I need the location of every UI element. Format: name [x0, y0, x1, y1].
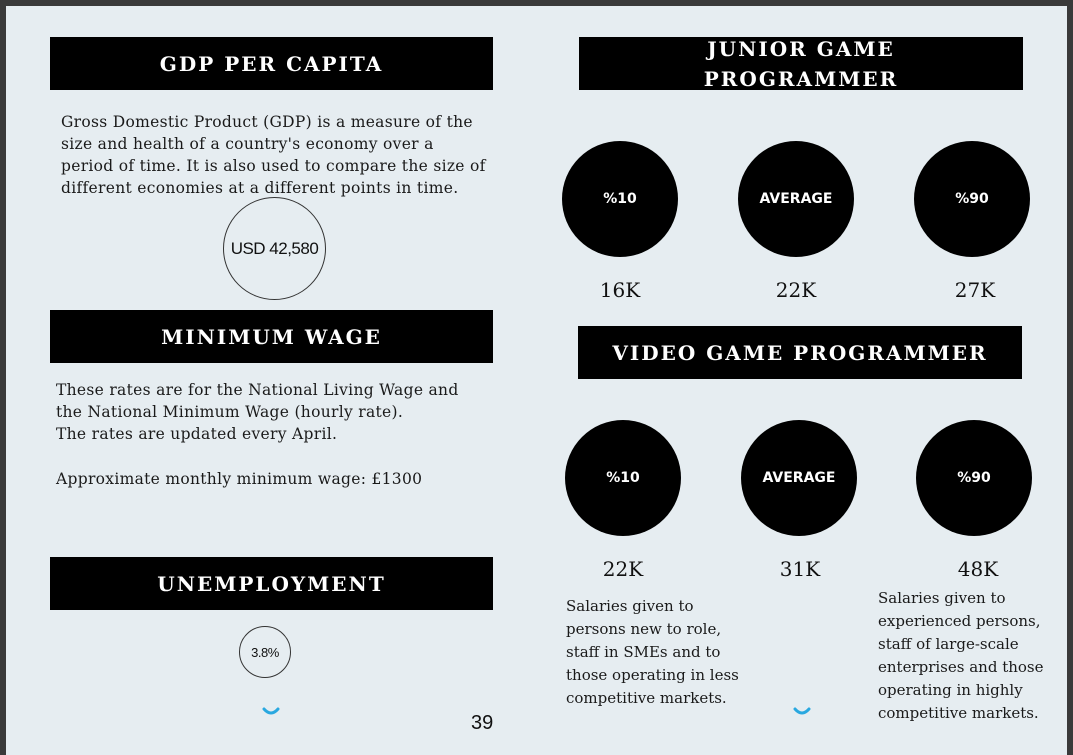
gdp-description: Gross Domestic Product (GDP) is a measure of the size and health of a country's economy over a period of time. It is also used to compare the size of different economies at a different points in time.: [61, 113, 486, 197]
video-p90-value: 48K: [957, 557, 999, 581]
junior-title-bar: JUNIOR GAME PROGRAMMER: [579, 37, 1023, 90]
junior-average-circle: AVERAGE: [738, 141, 854, 257]
min-wage-monthly: Approximate monthly minimum wage: £1300: [56, 470, 423, 488]
gdp-title-bar: GDP PER CAPITA: [50, 37, 493, 90]
junior-p90-circle: %90: [914, 141, 1030, 257]
loading-spinner-icon: [792, 706, 812, 718]
min-wage-title-bar: MINIMUM WAGE: [50, 310, 493, 363]
video-high-note: Salaries given to experienced persons, staff of large-scale enterprises and those operating in highly competitive markets.: [878, 589, 1044, 722]
junior-p10-circle: %10: [562, 141, 678, 257]
junior-p10-value: 16K: [599, 278, 641, 302]
junior-p90-value: 27K: [954, 278, 996, 302]
loading-spinner-icon: [261, 706, 281, 718]
video-p10-circle: %10: [565, 420, 681, 536]
video-p90-circle: %90: [916, 420, 1032, 536]
document-page: [6, 6, 1067, 755]
gdp-value-circle: USD 42,580: [223, 197, 326, 300]
unemployment-value-circle: 3.8%: [239, 626, 291, 678]
page-number: 39: [471, 712, 494, 734]
unemployment-title-bar: UNEMPLOYMENT: [50, 557, 493, 610]
junior-average-value: 22K: [775, 278, 817, 302]
video-title-bar: VIDEO GAME PROGRAMMER: [578, 326, 1022, 379]
video-low-note: Salaries given to persons new to role, staff in SMEs and to those operating in less competitive markets.: [566, 597, 739, 707]
video-average-value: 31K: [779, 557, 821, 581]
video-average-circle: AVERAGE: [741, 420, 857, 536]
min-wage-description: These rates are for the National Living Wage and the National Minimum Wage (hourly rate). The rates are updated every April.: [56, 381, 459, 443]
video-p10-value: 22K: [602, 557, 644, 581]
